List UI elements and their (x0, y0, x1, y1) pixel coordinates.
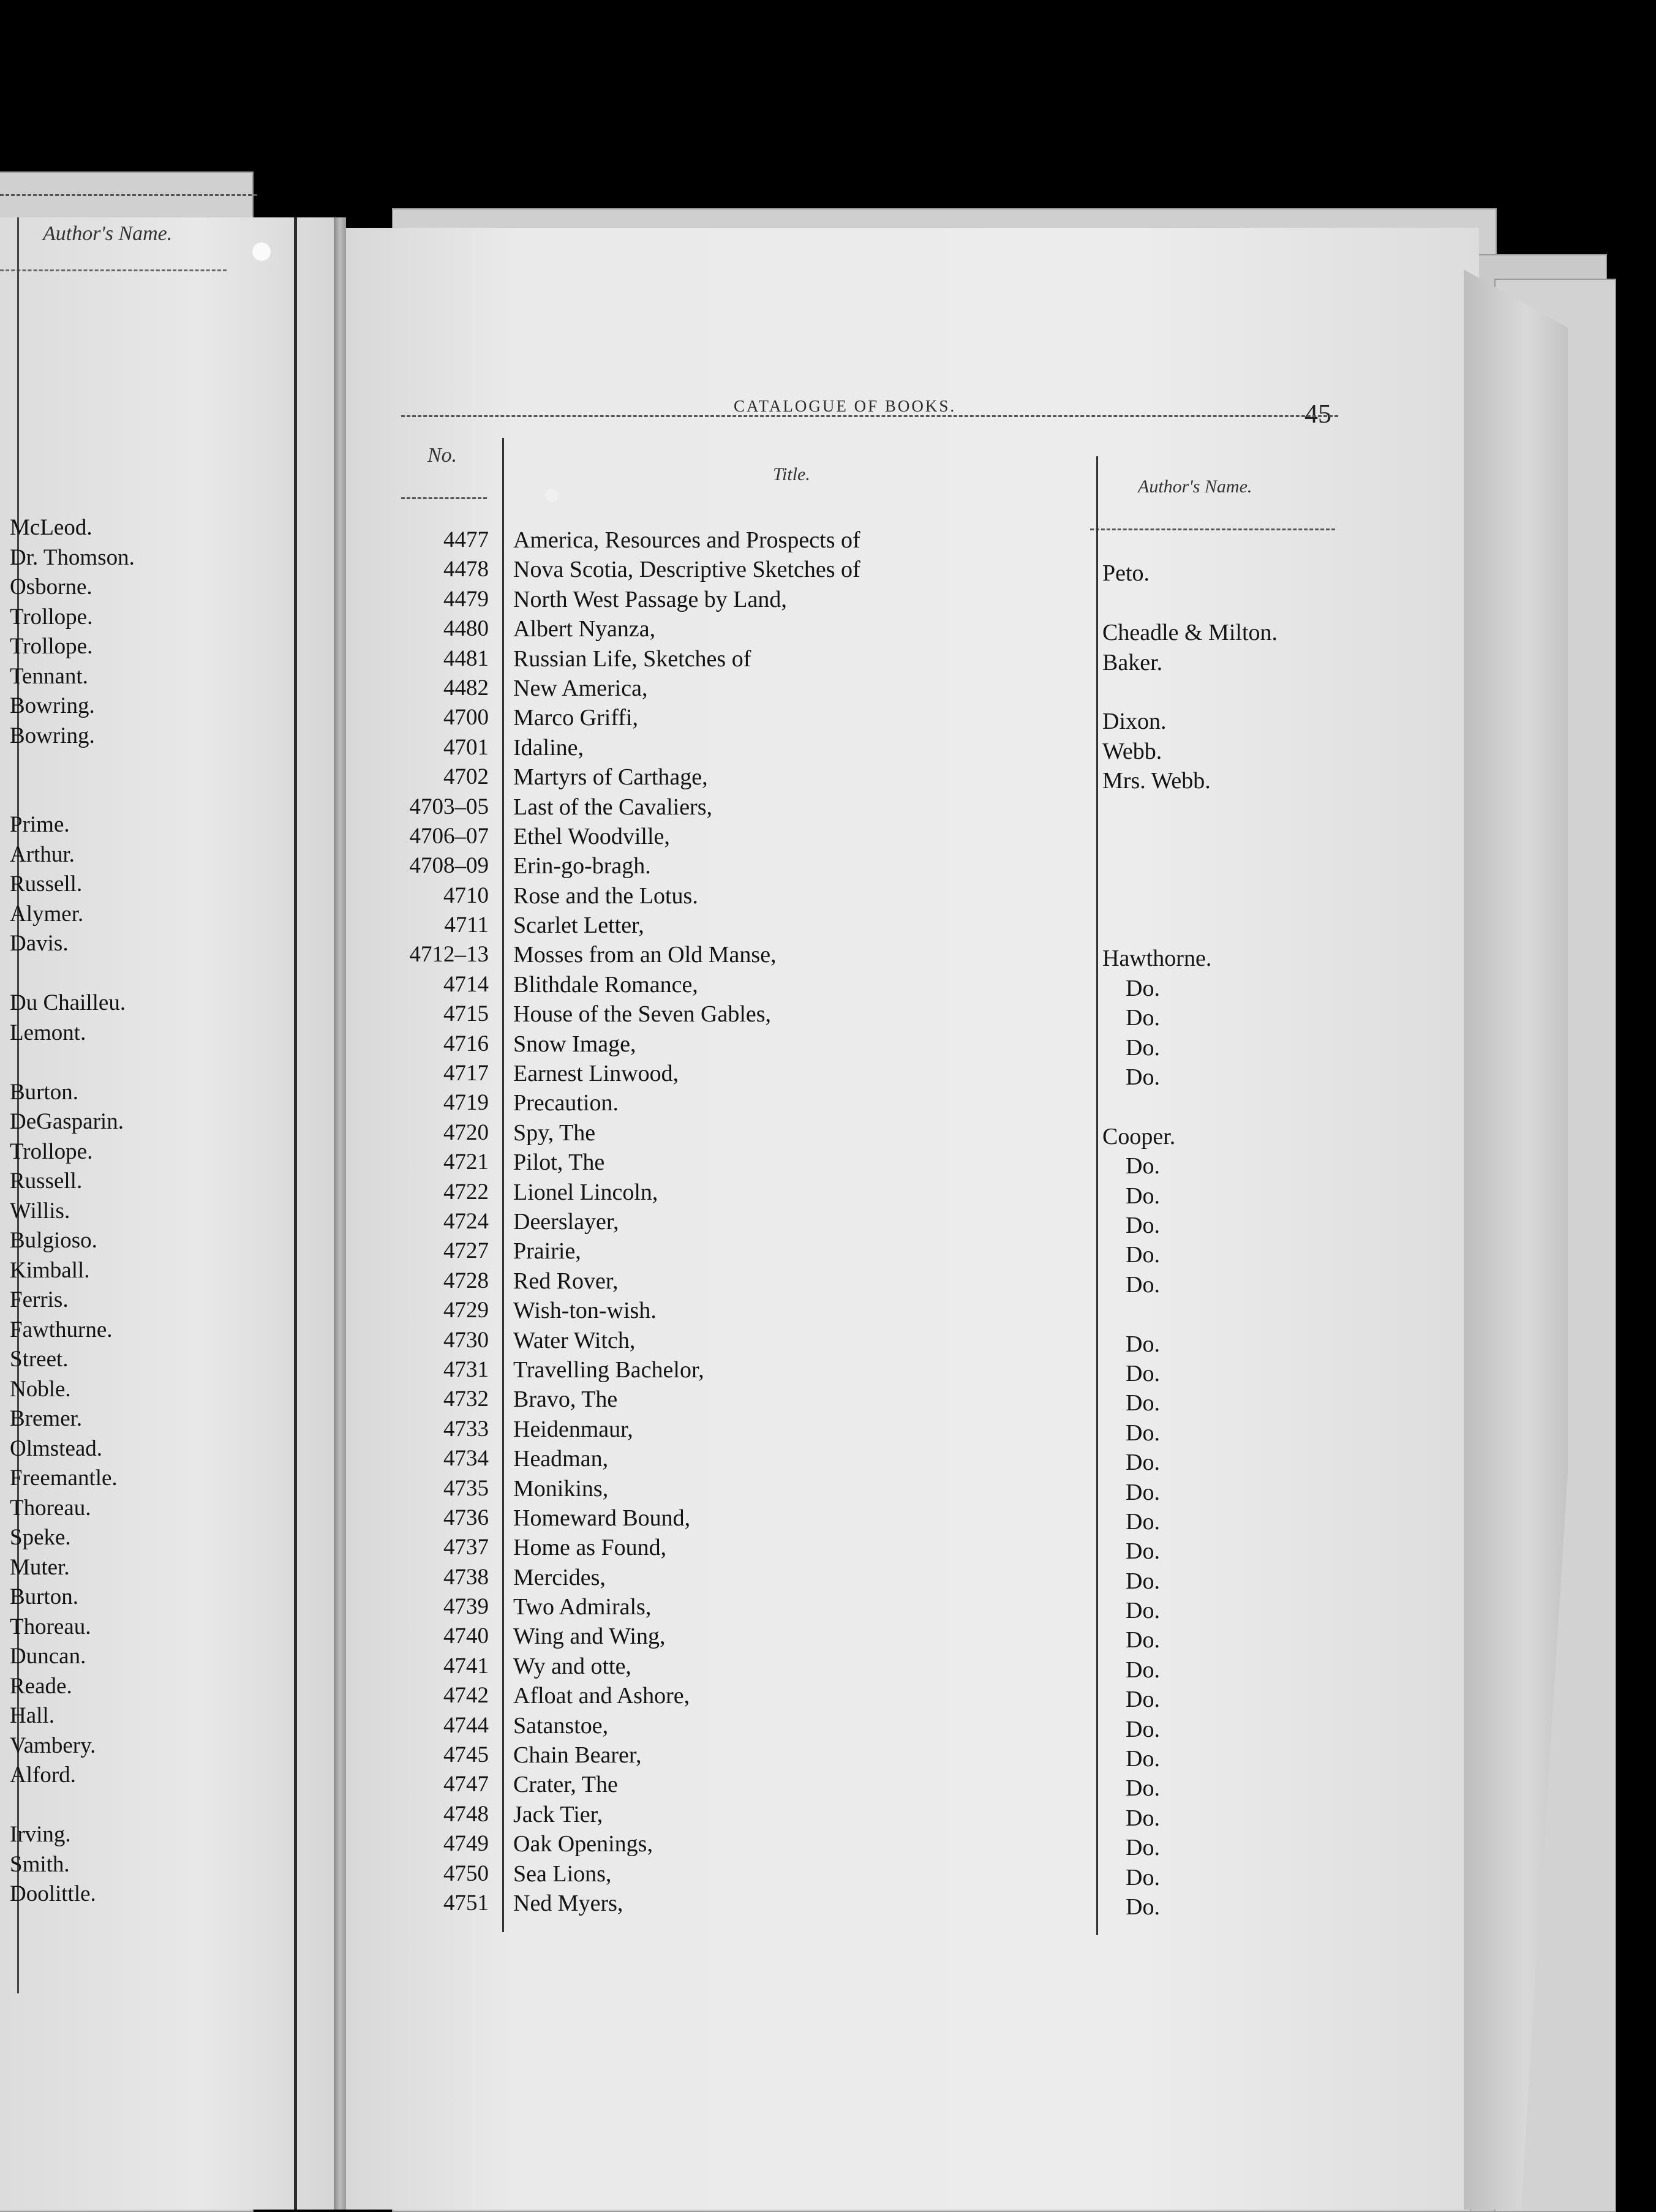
catalogue-row (0, 1533, 1656, 1565)
catalogue-row (0, 1118, 1656, 1148)
book-number: 4719 (443, 1090, 489, 1116)
catalogue-row (0, 1740, 1656, 1770)
book-title: Nova Scotia, Descriptive Sketches of (513, 557, 860, 583)
book-author: Webb. (1102, 738, 1162, 764)
left-author-entry: Russell. (10, 1168, 83, 1194)
left-author-entry: Bowring. (10, 693, 95, 718)
book-author: Do. (1126, 1034, 1160, 1061)
catalogue-row (0, 1415, 1656, 1444)
left-author-entry: Muter. (10, 1554, 70, 1580)
book-number: 4711 (444, 912, 489, 938)
book-number: 4747 (443, 1772, 489, 1797)
catalogue-row (0, 1059, 1656, 1091)
column-label-title: Title. (773, 464, 810, 484)
left-author-entry: Arthur. (10, 841, 75, 867)
left-author-entry: Prime. (10, 812, 70, 837)
book-title: Homeward Bound, (513, 1505, 691, 1531)
left-author-entry: Freemantle. (10, 1465, 118, 1491)
column-label-no: No. (427, 444, 457, 467)
catalogue-row (0, 1178, 1656, 1207)
catalogue-row (0, 1385, 1656, 1414)
book-author: Do. (1126, 1479, 1160, 1505)
book-number: 4700 (443, 705, 489, 731)
book-title: Wing and Wing, (513, 1623, 666, 1650)
book-number: 4477 (443, 527, 489, 552)
catalogue-row (0, 1889, 1656, 1918)
left-author-entry: Du Chaillеu. (10, 990, 126, 1015)
left-author-entry: Bulgioso. (10, 1228, 97, 1253)
book-title: Water Witch, (513, 1327, 636, 1353)
left-author-entry: Thoreau. (10, 1614, 91, 1639)
book-number: 4728 (443, 1268, 489, 1293)
dust-speck (545, 489, 559, 502)
left-author-entry: DeGasparin. (10, 1109, 124, 1134)
left-author-entry: Trollope. (10, 1138, 93, 1164)
catalogue-row (0, 1681, 1656, 1713)
left-author-entry: Thoreau. (10, 1495, 91, 1521)
book-number: 4734 (443, 1446, 489, 1472)
book-number: 4745 (443, 1742, 489, 1768)
catalogue-row (0, 585, 1656, 614)
left-author-entry: Bowring. (10, 723, 95, 748)
catalogue-row (0, 644, 1656, 674)
catalogue-row (0, 1326, 1656, 1355)
catalogue-row (0, 822, 1656, 851)
book-number: 4717 (443, 1061, 489, 1086)
book-number: 4722 (443, 1179, 489, 1205)
book-number: 4739 (443, 1594, 489, 1620)
left-author-entry: Trollope. (10, 604, 93, 630)
catalogue-row (0, 1355, 1656, 1385)
catalogue-row (0, 1148, 1656, 1177)
book-author: Do. (1126, 1864, 1160, 1890)
book-number: 4748 (443, 1801, 489, 1827)
book-author: Do. (1126, 1775, 1160, 1802)
book-title: Monikins, (513, 1475, 609, 1502)
left-author-entry: Hall. (10, 1703, 55, 1728)
catalogue-row (0, 1592, 1656, 1622)
catalogue-row (0, 1800, 1656, 1829)
book-title: America, Resources and Prospects of (513, 527, 860, 553)
left-author-entry: Dr. Thomson. (10, 544, 135, 570)
left-author-entry: Fawthurne. (10, 1317, 113, 1342)
dust-speck (252, 243, 271, 261)
book-number: 4708–09 (409, 853, 489, 879)
book-number: 4733 (443, 1416, 489, 1442)
book-number: 4481 (443, 645, 489, 671)
left-author-entry: Speke. (10, 1525, 71, 1550)
book-title: Blithdale Romance, (513, 971, 698, 998)
catalogue-row (0, 1622, 1656, 1651)
book-author: Do. (1126, 1064, 1160, 1091)
book-number: 4710 (443, 882, 489, 908)
catalogue-row (0, 1088, 1656, 1118)
left-author-entry: Trollope. (10, 634, 93, 659)
book-author: Do. (1126, 1568, 1160, 1594)
left-author-entry: Tennant. (10, 663, 88, 689)
book-number: 4730 (443, 1327, 489, 1353)
book-number: 4736 (443, 1505, 489, 1530)
book-author: Do. (1126, 1271, 1160, 1298)
column-label-author: Author's Name. (1138, 476, 1252, 497)
book-author: Dixon. (1102, 709, 1167, 735)
book-number: 4741 (443, 1653, 489, 1679)
catalogue-row (0, 792, 1656, 822)
catalogue-row (0, 1207, 1656, 1236)
book-number: 4482 (443, 675, 489, 701)
book-author: Do. (1126, 1331, 1160, 1357)
book-number: 4712–13 (409, 942, 489, 968)
book-title: Mosses from an Old Manse, (513, 942, 777, 968)
book-number: 4727 (443, 1238, 489, 1264)
book-number: 4729 (443, 1298, 489, 1323)
catalogue-row (0, 1652, 1656, 1681)
book-number: 4478 (443, 557, 489, 582)
left-author-column-label: Author's Name. (43, 222, 173, 245)
book-number: 4742 (443, 1683, 489, 1709)
book-title: Martyrs of Carthage, (513, 764, 708, 791)
catalogue-row (0, 1563, 1656, 1592)
book-author: Do. (1126, 1805, 1160, 1831)
book-title: Scarlet Letter, (513, 912, 644, 939)
book-author: Do. (1126, 1598, 1160, 1624)
catalogue-row (0, 674, 1656, 703)
book-author: Do. (1126, 1835, 1160, 1861)
book-title: Wy and otte, (513, 1653, 631, 1679)
book-title: Mercides, (513, 1564, 606, 1590)
book-number: 4744 (443, 1712, 489, 1738)
book-title: Prairie, (513, 1238, 581, 1265)
book-number: 4720 (443, 1119, 489, 1145)
book-title: New America, (513, 675, 648, 701)
catalogue-row (0, 525, 1656, 555)
book-title: House of the Seven Gables, (513, 1001, 772, 1028)
left-author-entry: Alford. (10, 1762, 76, 1788)
catalogue-row (0, 1296, 1656, 1325)
book-author: Do. (1126, 1390, 1160, 1416)
book-number: 4701 (443, 734, 489, 760)
left-author-entry: Willis. (10, 1198, 70, 1224)
catalogue-row (0, 970, 1656, 999)
book-title: Red Rover, (513, 1268, 619, 1294)
book-author: Baker. (1102, 649, 1163, 675)
book-title: Ethel Woodville, (513, 823, 670, 849)
left-author-entry: Davis. (10, 931, 69, 956)
book-author: Hawthorne. (1102, 946, 1212, 972)
left-author-entry: Noble. (10, 1376, 71, 1402)
catalogue-entries (0, 525, 1656, 1918)
book-number: 4749 (443, 1831, 489, 1857)
book-number: 4480 (443, 616, 489, 642)
book-number: 4703–05 (409, 794, 489, 819)
left-author-entry: Vambery. (10, 1732, 96, 1758)
book-number: 4737 (443, 1535, 489, 1560)
left-author-entry: Russell. (10, 871, 83, 897)
book-title: Sea Lions, (513, 1860, 612, 1887)
catalogue-row (0, 733, 1656, 762)
book-title: North West Passage by Land, (513, 586, 787, 612)
catalogue-row (0, 1029, 1656, 1059)
header-rule (401, 497, 487, 499)
catalogue-row (0, 1236, 1656, 1266)
catalogue-row (0, 614, 1656, 644)
book-author: Do. (1126, 1242, 1160, 1268)
book-author: Do. (1126, 1420, 1160, 1446)
book-number: 4479 (443, 586, 489, 612)
left-author-entry: Olmstead. (10, 1435, 103, 1461)
book-title: Heidenmaur, (513, 1416, 633, 1442)
book-author: Do. (1126, 1538, 1160, 1565)
catalogue-row (0, 762, 1656, 792)
book-number: 4714 (443, 971, 489, 997)
book-title: Deerslayer, (513, 1208, 619, 1235)
book-number: 4716 (443, 1031, 489, 1056)
left-author-entry: Burton. (10, 1079, 79, 1105)
catalogue-row (0, 881, 1656, 911)
book-author: Do. (1126, 1450, 1160, 1476)
catalogue-row (0, 1829, 1656, 1859)
left-author-entry: Reade. (10, 1673, 72, 1699)
catalogue-row (0, 1859, 1656, 1889)
left-author-entry: Osborne. (10, 574, 92, 600)
book-author: Cooper. (1102, 1123, 1176, 1149)
book-title: Marco Griffi, (513, 705, 639, 731)
left-author-entry: Doolittle. (10, 1881, 96, 1906)
book-author: Do. (1126, 1508, 1160, 1535)
book-number: 4702 (443, 764, 489, 790)
book-author: Mrs. Webb. (1102, 768, 1211, 794)
catalogue-row (0, 999, 1656, 1029)
book-title: Last of the Cavaliers, (513, 794, 713, 820)
left-header-rule (0, 269, 227, 271)
catalogue-row (0, 1444, 1656, 1476)
catalogue-row (0, 1474, 1656, 1503)
book-number: 4738 (443, 1564, 489, 1590)
book-title: Headman, (513, 1446, 609, 1472)
book-author: Do. (1126, 1716, 1160, 1742)
book-number: 4706–07 (409, 823, 489, 849)
book-number: 4750 (443, 1860, 489, 1886)
book-title: Earnest Linwood, (513, 1061, 679, 1087)
book-author: Do. (1126, 1005, 1160, 1031)
left-author-entry: Smith. (10, 1851, 70, 1877)
book-title: Russian Life, Sketches of (513, 645, 751, 672)
left-header-rule (0, 194, 257, 196)
book-author: Do. (1126, 1183, 1160, 1209)
left-author-entry: Street. (10, 1347, 69, 1372)
left-author-entry: Duncan. (10, 1644, 86, 1669)
book-title: Afloat and Ashore, (513, 1683, 690, 1709)
book-author: Do. (1126, 1627, 1160, 1653)
catalogue-row (0, 851, 1656, 881)
book-title: Spy, The (513, 1119, 596, 1146)
book-title: Wish-ton-wish. (513, 1298, 657, 1324)
book-title: Precaution. (513, 1090, 619, 1116)
book-number: 4724 (443, 1208, 489, 1234)
book-title: Erin-go-bragh. (513, 853, 651, 879)
left-author-entry: Bremer. (10, 1406, 83, 1431)
catalogue-row (0, 1711, 1656, 1740)
book-number: 4732 (443, 1386, 489, 1412)
book-author: Do. (1126, 1153, 1160, 1179)
book-number: 4740 (443, 1623, 489, 1649)
book-author: Peto. (1102, 560, 1150, 587)
left-author-entry: Lemont. (10, 1020, 86, 1045)
book-author: Cheadle & Milton. (1102, 620, 1278, 646)
book-number: 4751 (443, 1890, 489, 1916)
book-title: Snow Image, (513, 1031, 636, 1057)
header-rule (401, 415, 1338, 417)
book-author: Do. (1126, 1657, 1160, 1683)
book-author: Do. (1126, 1360, 1160, 1386)
book-title: Idaline, (513, 734, 584, 761)
left-author-entry: Irving. (10, 1822, 71, 1847)
catalogue-row (0, 1770, 1656, 1802)
book-author: Do. (1126, 1894, 1160, 1920)
catalogue-row (0, 703, 1656, 735)
book-number: 4731 (443, 1356, 489, 1382)
book-author: Do. (1126, 1212, 1160, 1238)
catalogue-row (0, 940, 1656, 972)
book-title: Chain Bearer, (513, 1742, 642, 1769)
book-title: Travelling Bachelor, (513, 1356, 704, 1383)
book-author: Do. (1126, 1687, 1160, 1713)
catalogue-row (0, 1503, 1656, 1533)
book-title: Lionel Lincoln, (513, 1179, 658, 1205)
book-author: Do. (1126, 1746, 1160, 1772)
book-author: Do. (1126, 975, 1160, 1001)
book-number: 4735 (443, 1475, 489, 1501)
book-title: Bravo, The (513, 1386, 618, 1413)
catalogue-title: CATALOGUE OF BOOKS. (734, 397, 957, 415)
left-author-entry: Kimball. (10, 1257, 90, 1283)
book-title: Oak Openings, (513, 1831, 653, 1857)
book-title: Home as Found, (513, 1535, 667, 1561)
book-title: Albert Nyanza, (513, 616, 656, 642)
book-title: Jack Tier, (513, 1801, 603, 1827)
catalogue-row (0, 911, 1656, 940)
book-title: Rose and the Lotus. (513, 882, 698, 909)
book-title: Two Admirals, (513, 1594, 652, 1620)
left-author-entry: Alymer. (10, 901, 84, 927)
book-title: Crater, The (513, 1772, 618, 1798)
book-number: 4715 (443, 1001, 489, 1027)
book-number: 4721 (443, 1149, 489, 1175)
page-number: 45 (1304, 399, 1331, 429)
left-author-entry: McLeod. (10, 515, 92, 540)
book-title: Ned Myers, (513, 1890, 623, 1916)
left-author-entry: Ferris. (10, 1287, 69, 1312)
book-title: Pilot, The (513, 1149, 605, 1176)
catalogue-row (0, 1266, 1656, 1296)
book-title: Satanstoe, (513, 1712, 609, 1739)
left-author-entry: Burton. (10, 1584, 79, 1609)
